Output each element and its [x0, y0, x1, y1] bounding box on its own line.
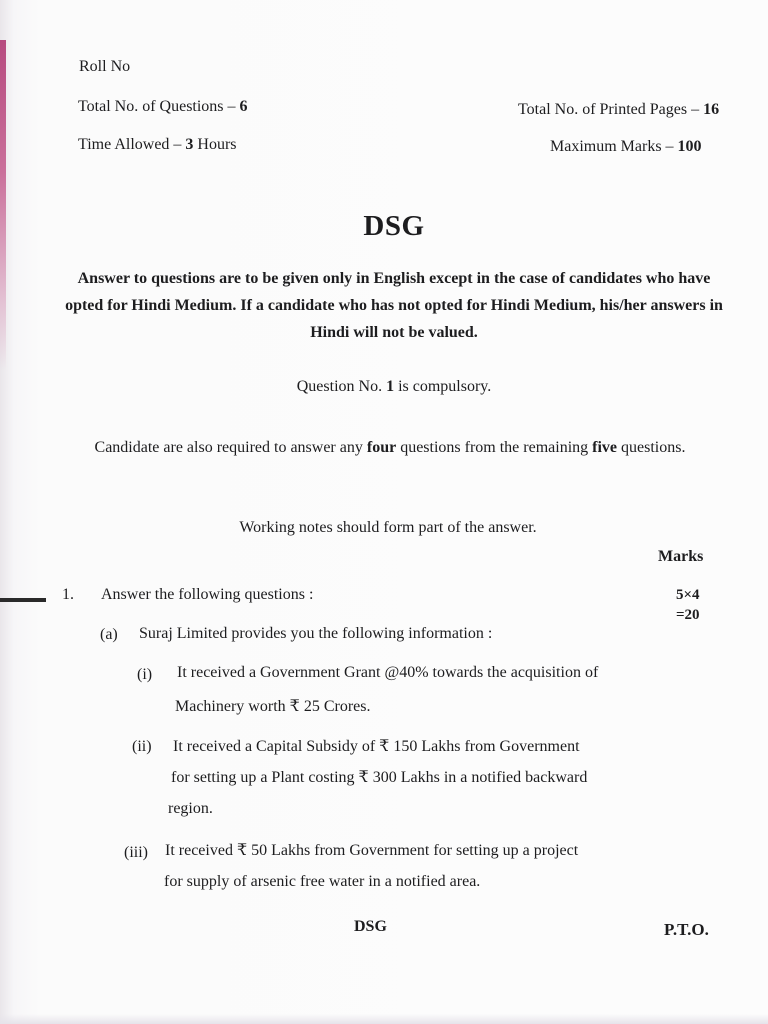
maximum-marks-label: Maximum Marks –: [550, 138, 678, 155]
time-allowed-value: 3: [185, 136, 194, 153]
item-ii-line1: It received a Capital Subsidy of ₹ 150 Lakhs from Government: [173, 738, 580, 755]
question-1-number: 1.: [62, 586, 74, 603]
part-a-text: Suraj Limited provides you the following information :: [139, 625, 493, 642]
item-ii-line2: for setting up a Plant costing ₹ 300 Lakhs in a notified backward: [171, 769, 588, 786]
question-1-text: Answer the following questions :: [101, 586, 314, 603]
item-iii-line2: for supply of arsenic free water in a notified area.: [164, 873, 481, 890]
printed-pages-value: 16: [703, 101, 720, 118]
question-1-marks: [676, 585, 700, 625]
item-iii-line1: It received ₹ 50 Lakhs from Government for setting up a project: [165, 842, 579, 859]
choice-suffix: questions.: [617, 439, 686, 456]
part-a-label: (a): [100, 626, 118, 643]
roll-number-label: Roll No: [79, 58, 131, 75]
item-i-line1: It received a Government Grant @40% towards the acquisition of: [177, 664, 599, 681]
choice-four: four: [366, 439, 397, 456]
printed-pages: [518, 101, 719, 119]
compulsory-prefix: Question No.: [296, 378, 387, 395]
choice-five: five: [592, 439, 618, 456]
item-iii-label: (iii): [124, 844, 148, 861]
working-notes-instruction: Working notes should form part of the answer.: [239, 519, 537, 536]
total-questions-label: Total No. of Questions –: [78, 98, 240, 115]
maximum-marks-value: 100: [677, 138, 702, 155]
item-i-line2: Machinery worth ₹ 25 Crores.: [175, 698, 371, 715]
language-instruction: Answer to questions are to be given only in English except in the case of candidates who have opted for Hindi Medium. If a candidate who has not opted for Hindi Medium, his/her answers in Hindi will not be valued.: [65, 270, 723, 341]
compulsory-instruction: [0, 378, 768, 396]
time-allowed: [78, 136, 237, 154]
compulsory-suffix: is compulsory.: [394, 378, 492, 395]
page-bottom-shadow: [0, 1014, 768, 1024]
choice-middle: questions from the remaining: [396, 439, 593, 456]
paper-title: DSG: [363, 210, 425, 242]
item-ii-line3: region.: [168, 800, 213, 817]
item-ii-label: (ii): [132, 738, 152, 755]
time-allowed-label: Time Allowed –: [78, 136, 186, 153]
total-questions: [78, 98, 248, 116]
maximum-marks: [550, 138, 702, 156]
choice-instruction: [80, 434, 700, 461]
time-allowed-unit: Hours: [193, 136, 237, 153]
footer-paper-code: DSG: [354, 918, 387, 935]
footer-pto: P.T.O.: [664, 920, 709, 939]
item-i-label: (i): [137, 666, 153, 683]
total-questions-value: 6: [239, 98, 248, 115]
marks-column-heading: Marks: [658, 548, 704, 565]
page-edge-stain: [0, 40, 6, 370]
margin-dash-mark: [0, 598, 46, 602]
question-1-marks-line2: =20: [676, 607, 700, 623]
compulsory-question-number: 1: [386, 378, 395, 395]
choice-prefix: Candidate are also required to answer any: [94, 439, 367, 456]
question-1-marks-line1: 5×4: [676, 587, 700, 603]
printed-pages-label: Total No. of Printed Pages –: [518, 101, 704, 118]
